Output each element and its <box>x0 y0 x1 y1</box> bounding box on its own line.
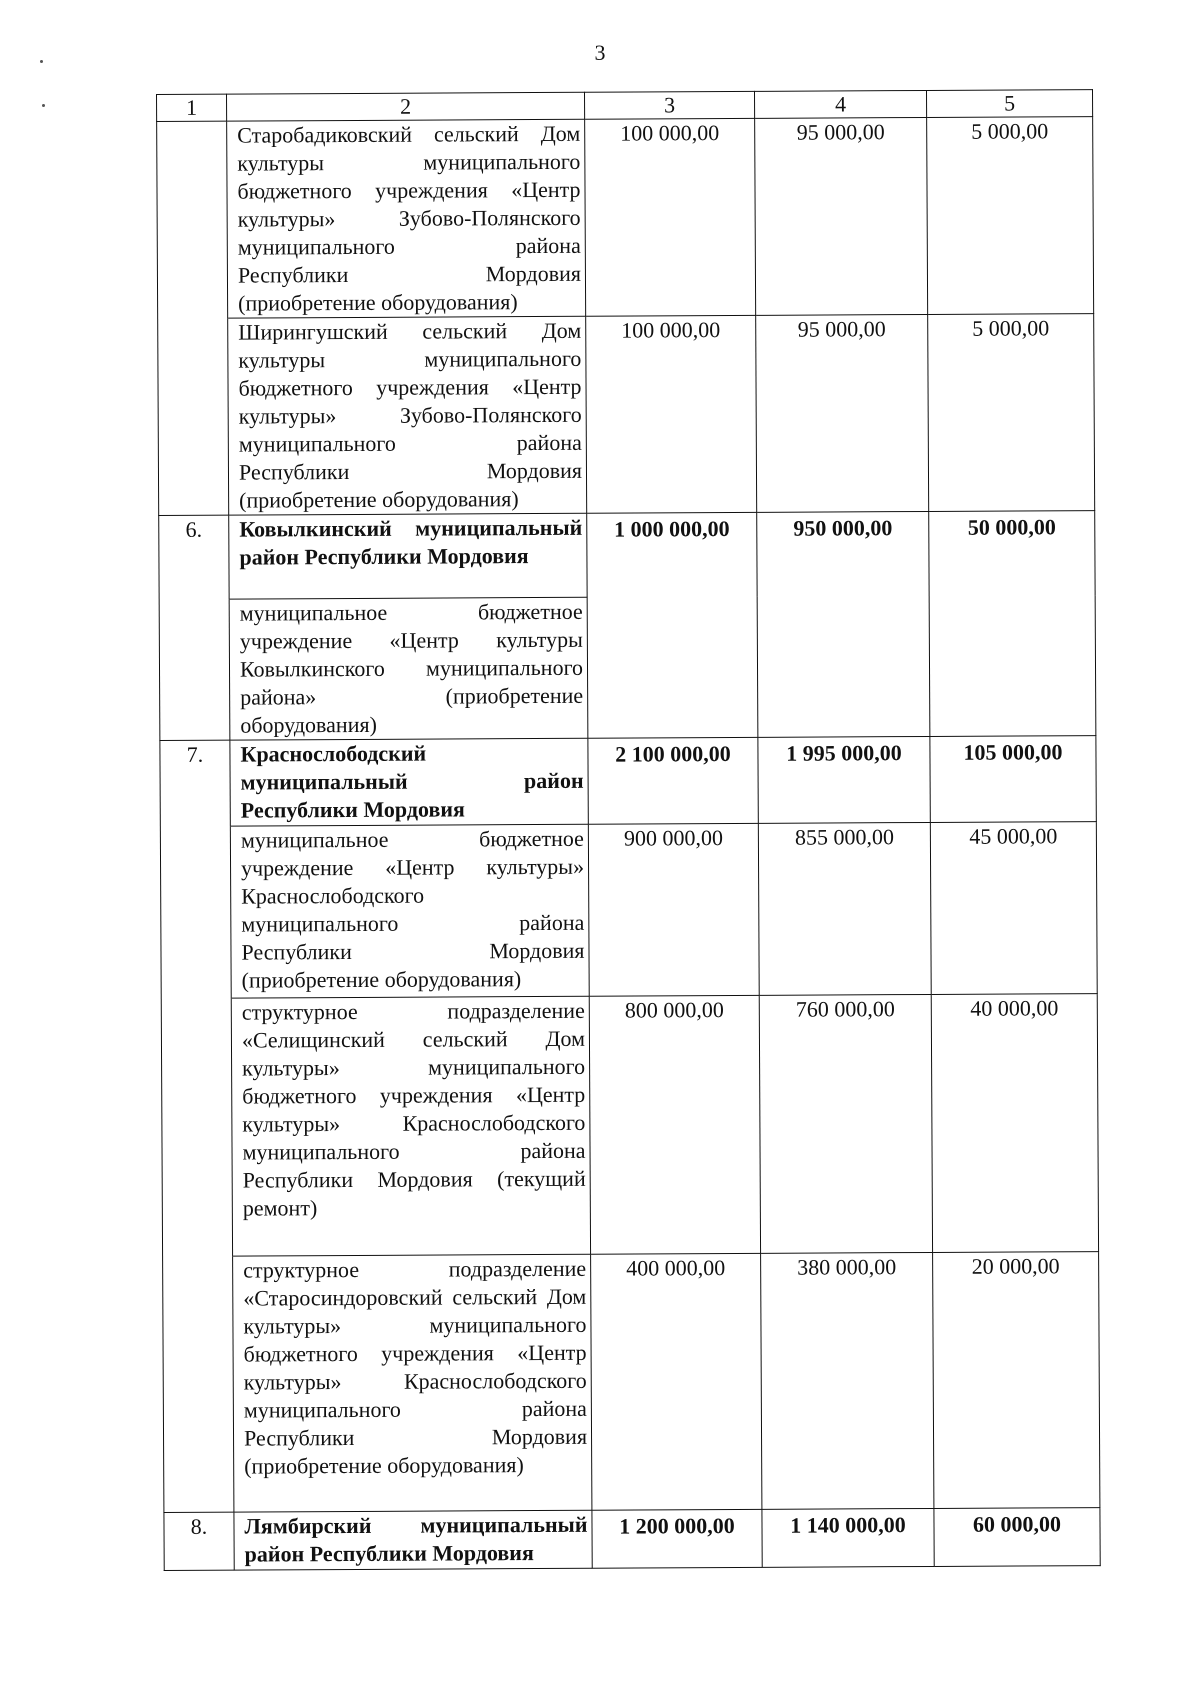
row-number <box>159 599 230 740</box>
amount-total: 100 000,00 <box>585 118 756 316</box>
table-row <box>157 117 1094 319</box>
amount-regional: 45 000,00 <box>930 822 1097 995</box>
amount-regional: 20 000,00 <box>933 1252 1100 1509</box>
amount-regional: 60 000,00 <box>934 1508 1100 1567</box>
table-row <box>163 1252 1100 1513</box>
amount-total: 2 100 000,00 <box>588 737 758 824</box>
amount-federal: 950 000,00 <box>757 511 929 596</box>
amount-total: 400 000,00 <box>591 1253 762 1510</box>
amount-federal: 95 000,00 <box>756 314 929 512</box>
header-cell-3: 3 <box>584 91 754 119</box>
amount-total: 800 000,00 <box>589 995 760 1254</box>
recipient-name: структурное подразделение «Селищинский сельский Дом культуры» муниципального бюджетного учреждения «Центр культуры» Краснослободского муниципального района Республики Мордовия (текущий ремонт) <box>231 996 590 1256</box>
row-number: 7. <box>160 740 230 826</box>
amount-federal: 95 000,00 <box>755 117 928 315</box>
recipient-name: Лямбирский муниципальный район Республики Мордовия <box>234 1510 592 1570</box>
header-cell-1: 1 <box>157 94 227 121</box>
amount-federal: 760 000,00 <box>759 994 932 1253</box>
row-number <box>163 1256 234 1512</box>
recipient-name: муниципальное бюджетное учреждение «Центр культуры» Краснослободского муниципального района Республики Мордовия (приобретение оборудования) <box>230 824 589 998</box>
row-number: 8. <box>164 1512 234 1570</box>
recipient-name: Старобадиковский сельский Дом культуры муниципального бюджетного учреждения «Центр культуры» Зубово-Полянского муниципального района Республики Мордовия (приобретение оборудования) <box>227 119 586 318</box>
amount-federal: 1 140 000,00 <box>762 1508 934 1567</box>
row-number: 6. <box>159 515 229 599</box>
allocation-table <box>156 89 1101 1571</box>
table-row <box>159 511 1095 600</box>
scan-speck <box>42 104 45 107</box>
amount-regional: 40 000,00 <box>931 994 1098 1253</box>
amount-regional <box>929 595 1096 737</box>
table-row <box>161 994 1098 1257</box>
amount-regional: 5 000,00 <box>927 117 1094 315</box>
amount-federal: 380 000,00 <box>761 1252 934 1509</box>
table-row <box>160 822 1097 999</box>
table-row <box>159 595 1096 741</box>
recipient-name: Краснослободский муниципальный район Республики Мордовия <box>230 738 588 826</box>
amount-total: 1 000 000,00 <box>587 512 757 597</box>
amount-federal <box>757 595 930 737</box>
table-row <box>164 1508 1100 1571</box>
recipient-name: Ширингушский сельский Дом культуры муниципального бюджетного учреждения «Центр культуры» Зубово-Полянского муниципального района Республики Мордовия (приобретение оборудования) <box>228 316 587 515</box>
row-number <box>160 826 231 998</box>
header-cell-4: 4 <box>754 90 926 118</box>
page-number: 3 <box>594 40 606 65</box>
header-cell-5: 5 <box>926 90 1092 118</box>
amount-regional: 105 000,00 <box>930 736 1096 823</box>
recipient-name: Ковылкинский муниципальный район Республики Мордовия <box>229 513 587 599</box>
amount-regional: 5 000,00 <box>928 314 1095 512</box>
amount-total: 100 000,00 <box>586 315 757 513</box>
row-number <box>161 998 232 1256</box>
amount-total: 1 200 000,00 <box>592 1509 762 1568</box>
amount-federal: 855 000,00 <box>758 822 931 995</box>
recipient-name: структурное подразделение «Старосиндоровский сельский Дом культуры» муниципального бюджетного учреждения «Центр культуры» Краснослободского муниципального района Республики Мордовия (приобретение оборудования) <box>233 1254 592 1512</box>
table-row <box>160 736 1096 827</box>
row-number <box>157 121 228 318</box>
amount-total <box>587 596 758 738</box>
amount-total: 900 000,00 <box>588 823 759 996</box>
table-row <box>158 314 1095 516</box>
amount-federal: 1 995 000,00 <box>758 736 930 823</box>
row-number <box>158 318 229 515</box>
amount-regional: 50 000,00 <box>929 511 1095 596</box>
recipient-name: муниципальное бюджетное учреждение «Центр культуры Ковылкинского муниципального района» (приобретение оборудования) <box>229 597 588 740</box>
scan-speck <box>40 60 43 63</box>
header-cell-2: 2 <box>227 92 585 121</box>
